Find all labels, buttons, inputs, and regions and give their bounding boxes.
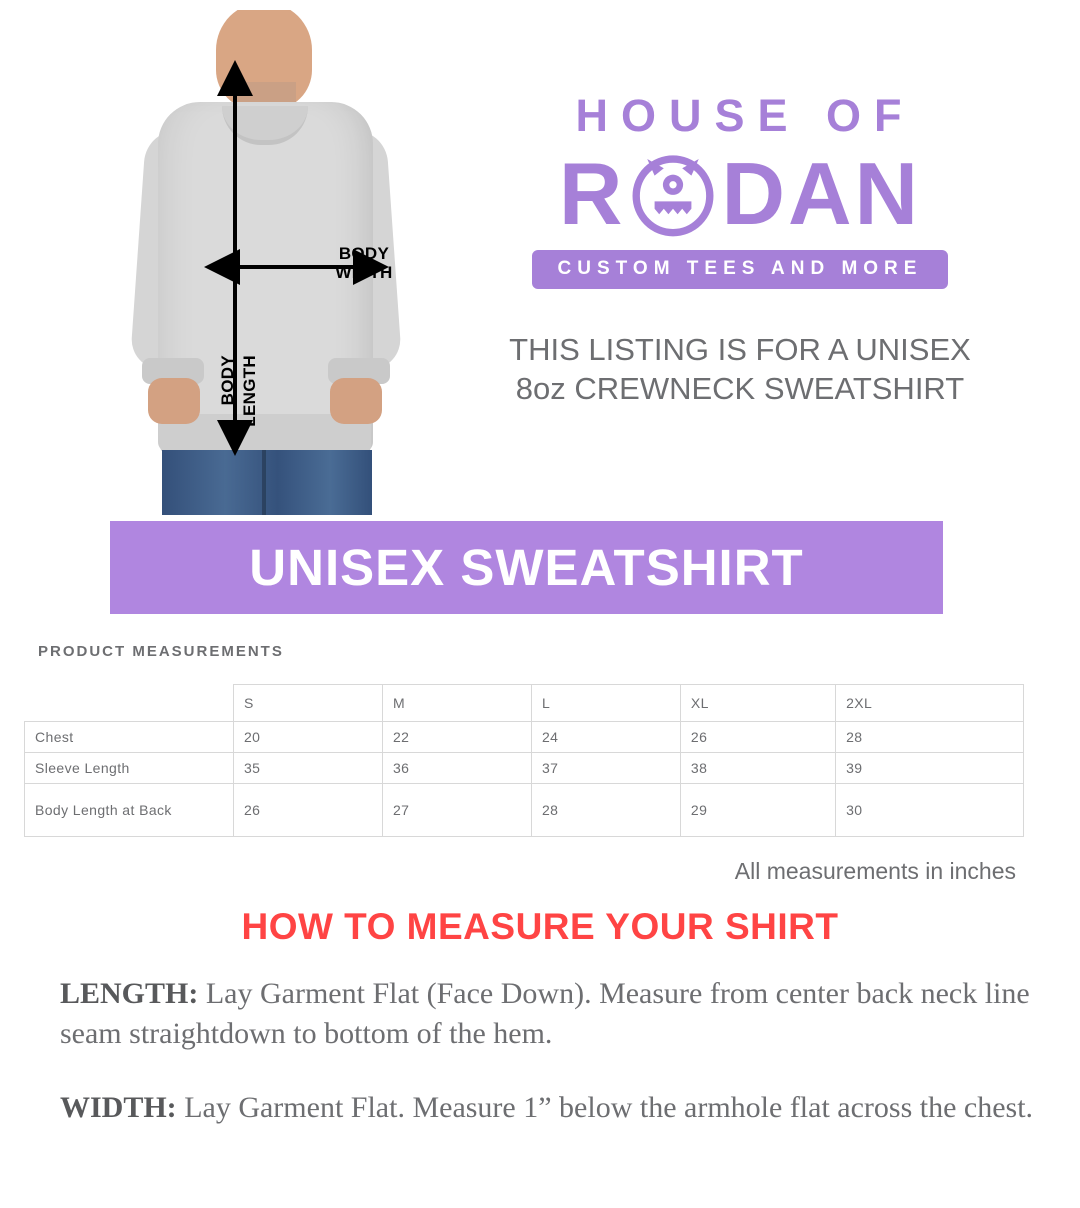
top-section bbox=[0, 0, 1080, 520]
sleeve-l: 37 bbox=[531, 753, 680, 784]
body-length-label-line1: BODY bbox=[218, 355, 237, 406]
monster-icon bbox=[627, 148, 719, 240]
table-header-m: M bbox=[382, 685, 531, 722]
product-title-bar bbox=[110, 521, 943, 614]
length-label: LENGTH: bbox=[60, 977, 199, 1010]
body-width-label-line1: BODY bbox=[338, 244, 390, 263]
length-text: Lay Garment Flat (Face Down). Measure from center back neck line seam straightdown to bottom of the hem. bbox=[60, 977, 1030, 1050]
chest-s: 20 bbox=[234, 722, 383, 753]
brand-name-left: R bbox=[558, 144, 626, 243]
table-header-2xl: 2XL bbox=[836, 685, 1024, 722]
measurements-heading: PRODUCT MEASUREMENTS bbox=[38, 643, 284, 660]
bodylength-xl: 29 bbox=[680, 784, 835, 837]
body-length-label-line2: LENGTH bbox=[240, 355, 259, 427]
brand-tagline: CUSTOM TEES AND MORE bbox=[532, 250, 948, 289]
brand-name-right: DAN bbox=[721, 144, 922, 243]
body-length-label bbox=[218, 355, 237, 405]
row-label-chest: Chest bbox=[25, 722, 234, 753]
how-to-measure-width bbox=[60, 1088, 1040, 1128]
sleeve-s: 35 bbox=[234, 753, 383, 784]
table-header-row bbox=[25, 685, 1024, 722]
chest-l: 24 bbox=[531, 722, 680, 753]
how-to-measure-title: HOW TO MEASURE YOUR SHIRT bbox=[241, 906, 839, 947]
width-text: Lay Garment Flat. Measure 1” below the armhole flat across the chest. bbox=[176, 1091, 1034, 1124]
product-title: UNISEX SWEATSHIRT bbox=[249, 539, 804, 596]
sleeve-m: 36 bbox=[382, 753, 531, 784]
chest-2xl: 28 bbox=[836, 722, 1024, 753]
row-label-sleeve-length: Sleeve Length bbox=[25, 753, 234, 784]
brand-name-row bbox=[490, 144, 990, 243]
table-header-xl: XL bbox=[680, 685, 835, 722]
measurements-table bbox=[24, 684, 1024, 837]
measurement-units-note: All measurements in inches bbox=[734, 858, 1016, 884]
bodylength-2xl: 30 bbox=[836, 784, 1024, 837]
bodylength-l: 28 bbox=[531, 784, 680, 837]
body-width-label-line2: WIDTH bbox=[335, 263, 393, 282]
table-row bbox=[25, 784, 1024, 837]
bodylength-m: 27 bbox=[382, 784, 531, 837]
listing-line-2: 8oz CREWNECK SWEATSHIRT bbox=[515, 371, 965, 406]
table-header-s: S bbox=[234, 685, 383, 722]
listing-description bbox=[470, 330, 1010, 408]
sleeve-xl: 38 bbox=[680, 753, 835, 784]
row-label-body-length-at-back: Body Length at Back bbox=[25, 784, 234, 837]
table-row bbox=[25, 722, 1024, 753]
body-width-label bbox=[314, 244, 414, 282]
how-to-measure-length bbox=[60, 974, 1040, 1054]
sleeve-2xl: 39 bbox=[836, 753, 1024, 784]
chest-xl: 26 bbox=[680, 722, 835, 753]
brand-house-of: HOUSE OF bbox=[575, 90, 915, 141]
width-label: WIDTH: bbox=[60, 1091, 177, 1124]
brand-logo bbox=[490, 90, 990, 289]
body-length-label-2 bbox=[240, 355, 259, 427]
table-row bbox=[25, 753, 1024, 784]
table-header-l: L bbox=[531, 685, 680, 722]
bodylength-s: 26 bbox=[234, 784, 383, 837]
table-corner-cell bbox=[25, 685, 234, 722]
chest-m: 22 bbox=[382, 722, 531, 753]
listing-line-1: THIS LISTING IS FOR A UNISEX bbox=[509, 332, 971, 367]
